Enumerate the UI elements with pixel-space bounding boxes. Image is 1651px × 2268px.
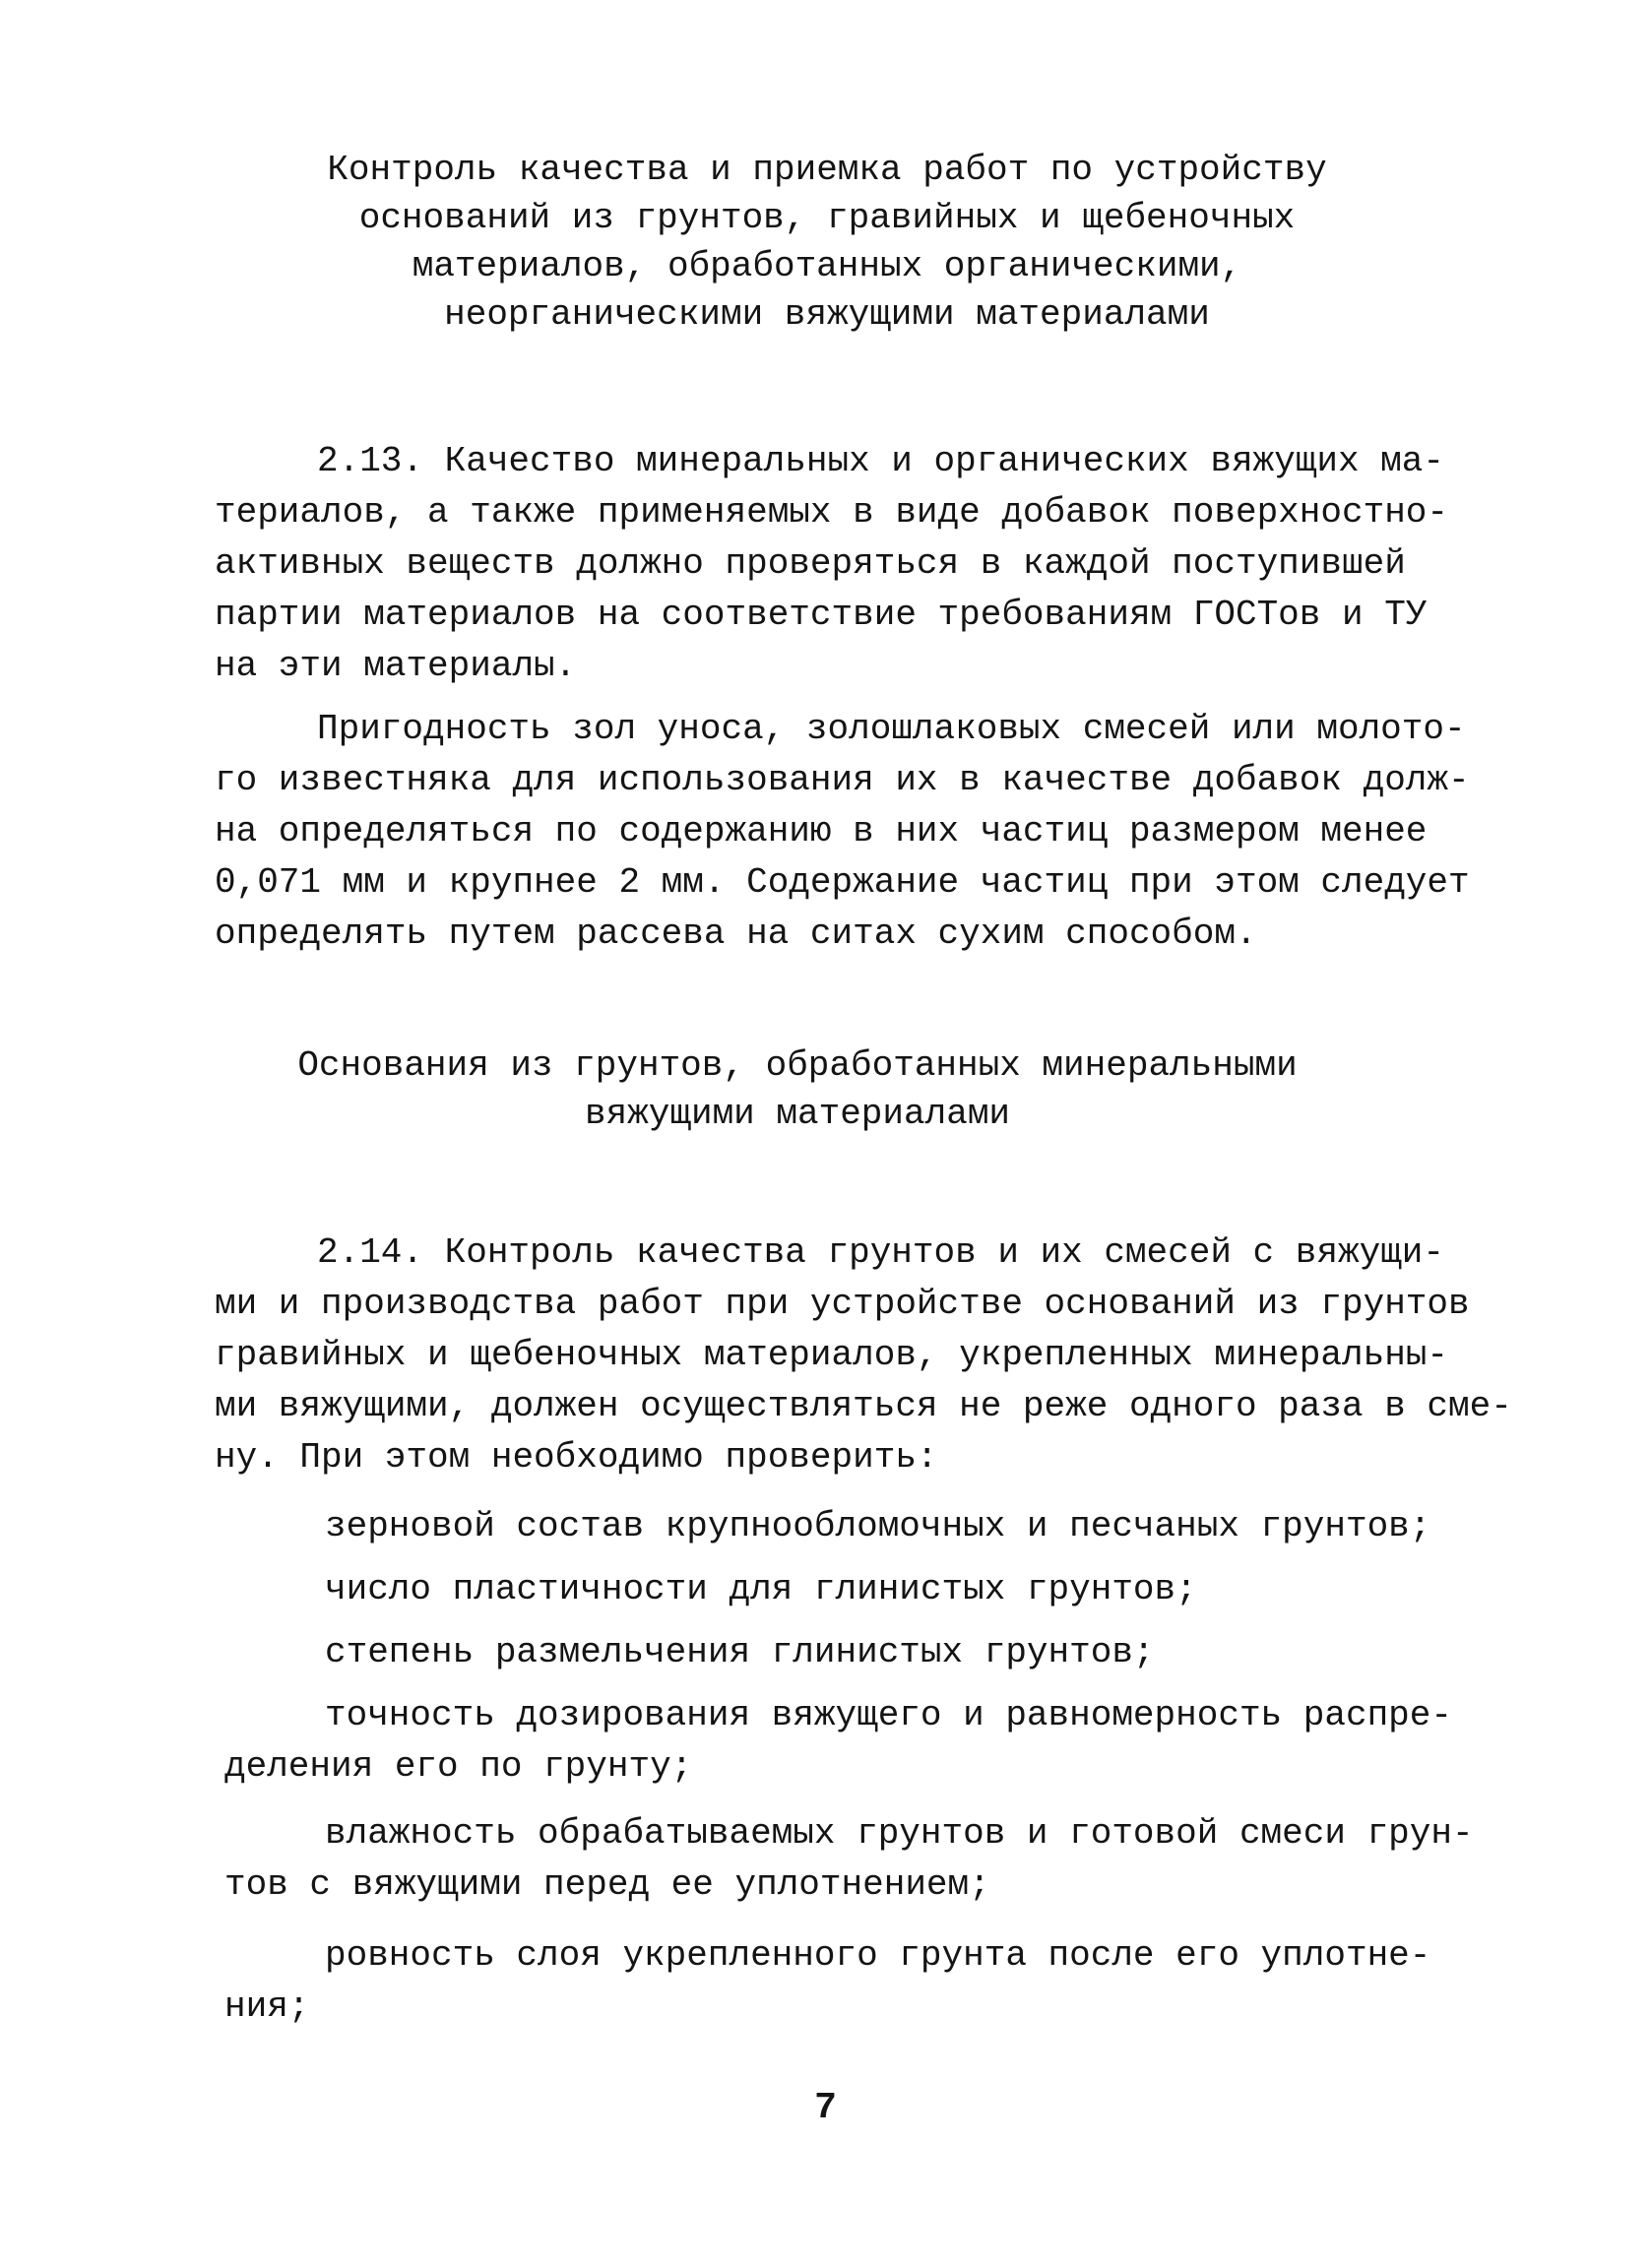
paragraph-line: определять путем рассева на ситах сухим способом. [215, 914, 1257, 954]
paragraph-line: го известняка для использования их в качестве добавок долж- [215, 760, 1470, 800]
paragraph-line: 2.14. Контроль качества грунтов и их смесей с вяжущи- [317, 1232, 1444, 1273]
list-item: зерновой состав крупнообломочных и песчаных грунтов; [325, 1506, 1431, 1546]
paragraph-line: ну. При этом необходимо проверить: [215, 1437, 938, 1478]
paragraph-line: активных веществ должно проверяться в каждой поступившей [215, 543, 1406, 584]
paragraph-line: териалов, а также применяемых в виде добавок поверхностно- [215, 492, 1449, 533]
heading-line: материалов, обработанных органическими, [412, 246, 1242, 286]
heading-line: неорганическими вяжущими материалами [444, 294, 1210, 335]
list-item: точность дозирования вяжущего и равномерность распре- [325, 1695, 1452, 1735]
paragraph-line: ми и производства работ при устройстве оснований из грунтов [215, 1284, 1470, 1324]
list-item-continuation: тов с вяжущими перед ее уплотнением; [224, 1864, 990, 1905]
paragraph-line: гравийных и щебеночных материалов, укрепленных минеральны- [215, 1335, 1449, 1375]
paragraph-line: ми вяжущими, должен осуществляться не реже одного раза в сме- [215, 1386, 1512, 1426]
list-item: число пластичности для глинистых грунтов; [325, 1569, 1197, 1609]
heading-line: Основания из грунтов, обработанных минеральными [297, 1045, 1298, 1086]
paragraph-line: на определяться по содержанию в них частиц размером менее [215, 811, 1428, 851]
paragraph-line: 0,071 мм и крупнее 2 мм. Содержание частиц при этом следует [215, 862, 1470, 903]
page-number: 7 [814, 2087, 837, 2129]
paragraph-line: партии материалов на соответствие требованиям ГОСТов и ТУ [215, 595, 1428, 635]
paragraph-line: на эти материалы. [215, 646, 577, 686]
list-item: степень размельчения глинистых грунтов; [325, 1632, 1155, 1672]
list-item-continuation: деления его по грунту; [224, 1746, 693, 1787]
list-item-continuation: ния; [224, 1986, 310, 2027]
list-item: влажность обрабатываемых грунтов и готовой смеси грун- [325, 1813, 1474, 1854]
heading-line: вяжущими материалами [584, 1094, 1011, 1134]
list-item: ровность слоя укрепленного грунта после его уплотне- [325, 1935, 1431, 1976]
section-heading-bases [276, 1041, 1319, 1138]
heading-line: оснований из грунтов, гравийных и щебеночных [358, 198, 1296, 238]
section-heading-quality-control [295, 146, 1359, 339]
paragraph-line: 2.13. Качество минеральных и органических вяжущих ма- [317, 441, 1444, 481]
paragraph-line: Пригодность зол уноса, золошлаковых смесей или молото- [317, 709, 1466, 749]
heading-line: Контроль качества и приемка работ по устройству [327, 150, 1327, 190]
